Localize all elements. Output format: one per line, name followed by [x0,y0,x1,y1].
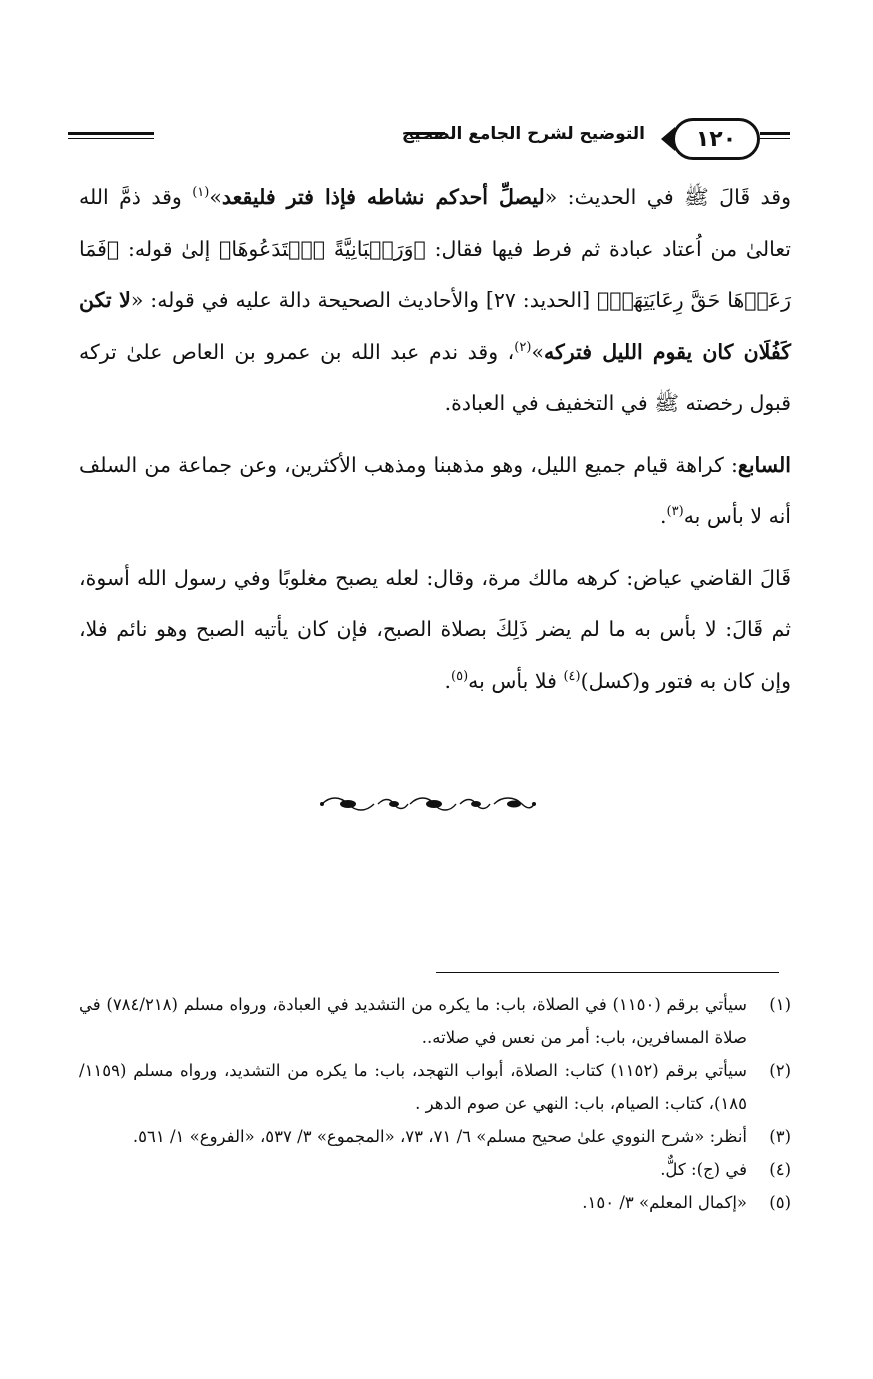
footnote-item [79,1120,791,1153]
text-run: وقد قَالَ ﷺ في الحديث: « [544,185,791,209]
footnote-separator [436,972,779,973]
hadith-quote: ليصلِّ أحدكم نشاطه فإذا فتر فليقعد [221,185,545,209]
footnote-number: (١) [769,995,791,1014]
footnote-item [79,1186,791,1219]
paragraph-3 [79,553,791,708]
page-number-text: ١٢٠ [695,126,737,152]
text-run: : كراهة قيام جميع الليل، وهو مذهبنا ومذهب الأكثرين، وعن جماعة من السلف أنه لا بأس به [79,452,791,528]
footnote-number: (٣) [769,1127,791,1146]
text-run: . [444,668,452,693]
footnote-marker[interactable]: (١) [192,185,210,201]
footnote-item [79,988,791,1054]
floral-divider-ornament-icon [318,792,538,816]
text-run: وقد ذمَّ الله تعالىٰ من اُعتاد عبادة ثم فرط فيها فقال: ﴿وَرَهۡبَانِيَّةً ٱبۡتَدَعُوهَا﴾ إلىٰ قوله: ﴿فَمَا رَعَوۡهَا حَقَّ رِعَايَتِهَاۖ﴾ [الحديد: ٢٧] والأحاديث الصحيحة دالة عليه في قوله: « [79,185,791,312]
section-keyword: السابع [737,452,791,477]
footnote-number: (٢) [769,1061,791,1080]
footnote-marker[interactable]: (٤) [563,668,581,684]
footnote-item [79,1054,791,1120]
running-title: التوضيح لشرح الجامع الصحيح [401,124,645,144]
header-rule-right [760,132,790,139]
footnote-text: سيأتي برقم (١١٥٢) كتاب: الصلاة، أبواب التهجد، باب: ما يكره من التشديد، ورواه مسلم (١١٥٩/ ١٨٥)، كتاب: الصيام، باب: النهي عن صوم الدهر . [79,1061,747,1113]
hadith-quote: لا تكن كَفُلَان كان يقوم الليل فتركه [79,288,791,364]
footnote-text: سيأتي برقم (١١٥٠) في الصلاة، باب: ما يكره من التشديد في العبادة، ورواه مسلم (٧٨٤/٢١٨) في صلاة المسافرين، باب: أمر من نعس في صلاته.. [79,995,748,1047]
footnote-item [79,1153,791,1186]
text-run: » [531,339,544,364]
text-run: . [660,504,667,528]
footnote-marker[interactable]: (٢) [514,339,532,355]
footnotes [79,988,791,1219]
text-run: » [209,185,222,209]
text-run: ، وقد ندم عبد الله بن عمرو بن العاص علىٰ تركه قبول رخصته ﷺ في التخفيف في العبادة. [79,339,791,415]
text-run: قَالَ القاضي عياض: كرهه مالك مرة، وقال: لعله يصبح مغلوبًا وفي رسول الله أسوة، ثم قَالَ: لا بأس به ما لم يضر ذَلِكَ بصلاة الصبح، فإن كان يأتيه الصبح وهو نائم فلا، وإن كان به فتور و(كسل) [79,565,791,693]
paragraph-2 [79,440,791,543]
header-rule-middle [407,132,445,139]
footnote-text: في (ج): كلٌّ. [660,1160,747,1179]
footnote-number: (٥) [769,1193,791,1212]
page-number [672,118,760,160]
footnote-number: (٤) [769,1160,791,1179]
header-rule-left [68,132,154,139]
footnote-text: «إكمال المعلم» ٣/ ١٥٠. [582,1193,747,1212]
main-text [79,172,791,707]
page-header [60,118,790,162]
text-run: فلا بأس به [468,668,564,693]
paragraph-1 [79,172,791,430]
footnote-marker[interactable]: (٥) [451,668,469,684]
footnote-marker[interactable]: (٣) [666,504,684,520]
footnote-text: أنظر: «شرح النووي علىٰ صحيح مسلم» ٦/ ٧١، ٧٣، «المجموع» ٣/ ٥٣٧، «الفروع» ١/ ٥٦١. [132,1127,747,1146]
